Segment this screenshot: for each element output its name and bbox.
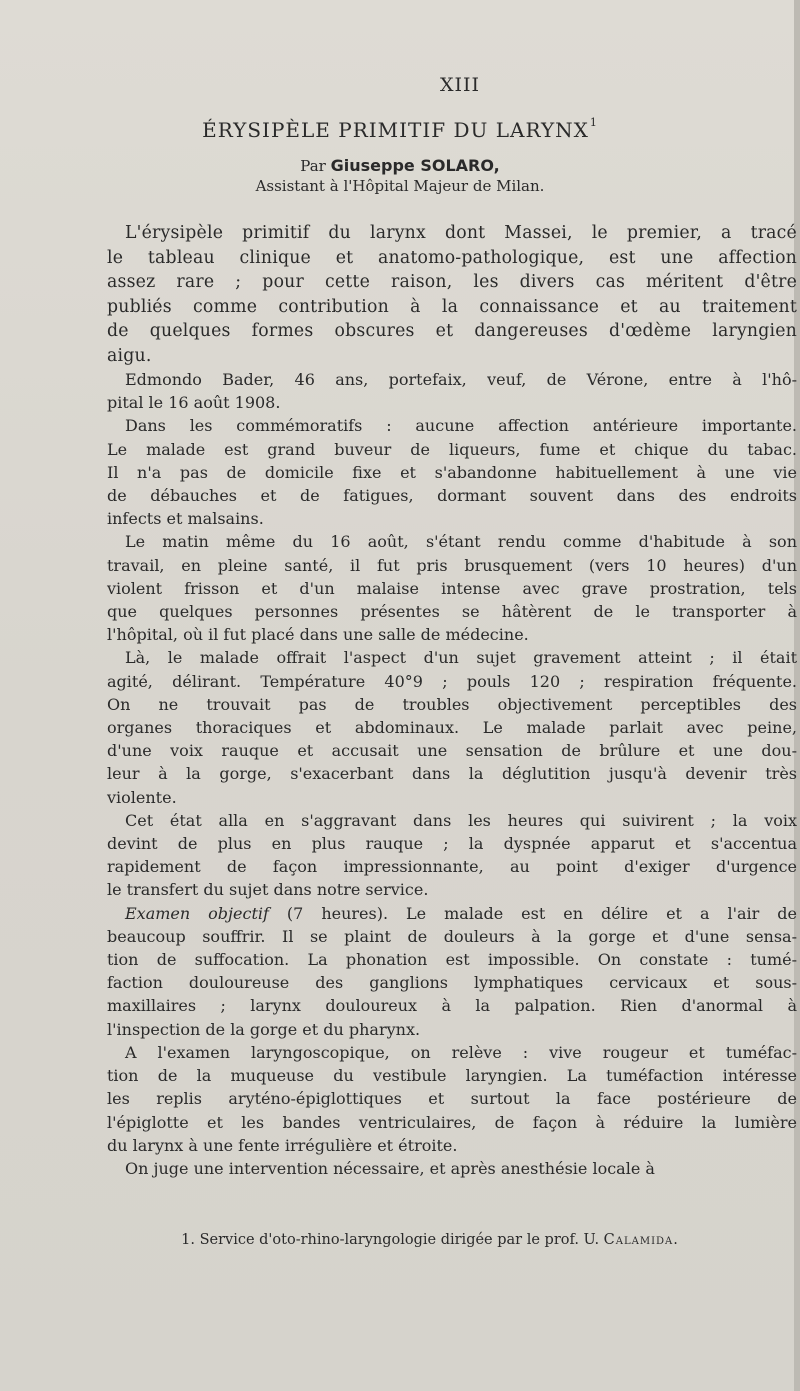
footnote-number: 1. — [181, 1232, 195, 1248]
text-line: de quelques formes obscures et dangereuses d'œdème laryngien — [107, 321, 797, 341]
text-line: l'épiglotte et les bandes ventriculaires, de façon à réduire la lumière — [107, 1112, 797, 1132]
text-line: infects et malsains. — [107, 509, 264, 529]
article-body — [107, 221, 797, 1180]
text-line: Il n'a pas de domicile fixe et s'abandonne habituellement à une vie — [107, 462, 797, 482]
byline — [0, 156, 800, 175]
text-line: agité, délirant. Température 40°9 ; pouls 120 ; respiration fréquente. — [107, 671, 797, 691]
section-number: XIII — [439, 74, 481, 96]
text-line: tion de suffocation. La phonation est impossible. On constate : tumé- — [107, 950, 797, 970]
text-line: violente. — [107, 787, 177, 807]
text-line: faction douloureuse des ganglions lymphatiques cervicaux et sous- — [107, 973, 797, 993]
paragraph — [107, 809, 797, 902]
article-title — [0, 118, 800, 142]
text-line: aigu. — [107, 345, 152, 366]
text-line: On juge une intervention nécessaire, et après anesthésie locale à — [125, 1158, 655, 1178]
footnote — [0, 1232, 800, 1248]
text-line: Le matin même du 16 août, s'étant rendu comme d'habitude à son — [125, 532, 797, 552]
article-title-text: ÉRYSIPÈLE PRIMITIF DU LARYNX — [202, 118, 589, 142]
author-name: Giuseppe SOLARO, — [330, 156, 500, 175]
text-line: l'hôpital, où il fut placé dans une salle de médecine. — [107, 625, 529, 645]
text-line: que quelques personnes présentes se hâtèrent de le transporter à — [107, 602, 797, 622]
paragraph — [107, 1041, 797, 1157]
text-line: Cet état alla en s'aggravant dans les heures qui suivirent ; la voix — [125, 810, 797, 830]
text-line: l'inspection de la gorge et du pharynx. — [107, 1019, 421, 1039]
text-line: pital le 16 août 1908. — [107, 393, 281, 413]
text-line: Dans les commémoratifs : aucune affection antérieure importante. — [125, 416, 797, 436]
paragraph — [107, 646, 797, 808]
text-line: beaucoup souffrir. Il se plaint de douleurs à la gorge et d'une sensa- — [107, 926, 797, 946]
italic-heading: Examen objectif — [125, 903, 269, 923]
paragraph — [107, 368, 797, 414]
footnote-marker: 1 — [589, 116, 598, 129]
text-line: le transfert du sujet dans notre service. — [107, 880, 429, 900]
text-line: violent frisson et d'un malaise intense avec grave prostration, tels — [107, 578, 797, 598]
text-line: de débauches et de fatigues, dormant souvent dans des endroits — [107, 486, 797, 506]
text-line: On ne trouvait pas de troubles objectivement perceptibles des — [107, 694, 797, 714]
text-line: maxillaires ; larynx douloureux à la palpation. Rien d'anormal à — [107, 996, 797, 1016]
text-line: du larynx à une fente irrégulière et étroite. — [107, 1135, 458, 1155]
text-line: publiés comme contribution à la connaissance et au traitement — [107, 296, 797, 317]
author-affiliation: Assistant à l'Hôpital Majeur de Milan. — [255, 177, 545, 195]
text-line: Examen objectif (7 heures). Le malade est en délire et a l'air de — [125, 903, 798, 923]
byline-prefix: Par — [300, 157, 326, 175]
paragraph — [107, 1157, 797, 1180]
text-line: rapidement de façon impressionnante, au point d'exiger d'urgence — [107, 857, 797, 877]
text-line: A l'examen laryngoscopique, on relève : vive rougeur et tuméfac- — [125, 1042, 797, 1062]
text-line: travail, en pleine santé, il fut pris brusquement (vers 10 heures) d'un — [107, 555, 797, 575]
paragraph — [107, 221, 797, 368]
text-line: les replis aryténo-épiglottiques et surtout la face postérieure de — [107, 1089, 797, 1109]
text-line: L'érysipèle primitif du larynx dont Massei, le premier, a tracé — [125, 223, 797, 243]
text-line: Edmondo Bader, 46 ans, portefaix, veuf, de Vérone, entre à l'hô- — [125, 370, 797, 389]
text-line: Le malade est grand buveur de liqueurs, fume et chique du tabac. — [107, 439, 797, 459]
paragraph — [107, 902, 797, 1041]
paragraph — [107, 530, 797, 646]
footnote-text: Service d'oto-rhino-laryngologie dirigée par le prof. U. — [199, 1232, 600, 1248]
text-line: organes thoraciques et abdominaux. Le malade parlait avec peine, — [107, 718, 797, 738]
text-line: leur à la gorge, s'exacerbant dans la déglutition jusqu'à devenir très — [107, 764, 797, 784]
text-line: devint de plus en plus rauque ; la dyspnée apparut et s'accentua — [107, 834, 797, 854]
text-line: tion de la muqueuse du vestibule laryngien. La tuméfaction intéresse — [107, 1066, 797, 1086]
paragraph — [107, 414, 797, 530]
footnote-name: Calamida. — [603, 1232, 679, 1248]
text-line: d'une voix rauque et accusait une sensation de brûlure et une dou- — [107, 741, 797, 761]
text-line: assez rare ; pour cette raison, les divers cas méritent d'être — [107, 272, 797, 292]
text-line: le tableau clinique et anatomo-pathologique, est une affection — [107, 247, 797, 268]
text-line: Là, le malade offrait l'aspect d'un sujet gravement atteint ; il était — [125, 648, 797, 668]
